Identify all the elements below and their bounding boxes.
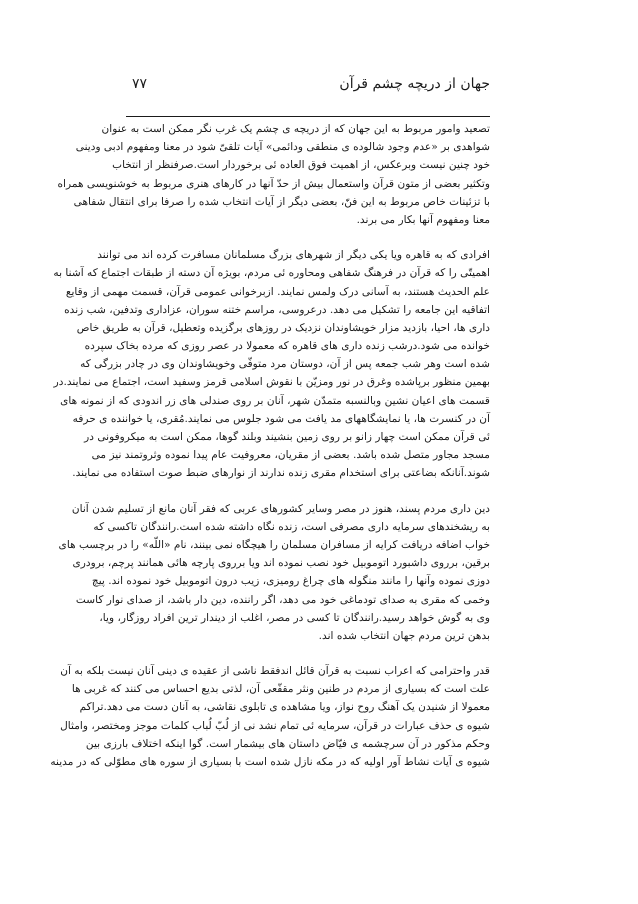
text-line: شوند.آنانکه بضاعتی برای استخدام مقری زنده ندارند از نوارهای ضبط صوت استفاده می نمایند. [72,467,490,480]
text-line: ئی قرآن ممکن است چهار زانو بر روی زمین بنشیند وبلند گوها، ممکن است به میکروفونی در [84,431,490,443]
text-line: دین داری مردم پسند، هنوز در مصر وسایر کشورهای عربی که فقر آنان مانع از تسلیم شدن آنان [71,502,490,515]
page-number: ۷۷ [132,76,148,92]
text-line: علم الحدیث هستند، به آسانی درک ولمس نمایند. ازبرخوانی عمومی قرآن، قسمت مهمی از وقایع [65,285,490,298]
text-line: معنا ومفهوم آنها بکار می برند. [356,213,490,226]
text-line: قدر واحترامی که اعراب نسبت به قرآن قائل اندفقط ناشی از عقیده ی دینی آنان نیست بلکه به آن [60,665,490,678]
text-line: اتفاقیه این جامعه را تشکیل می دهد. درعروسی، مراسم ختنه سوران، عزاداری وتدفین، شب زنده [64,303,490,316]
paragraph-2 [53,246,490,482]
text-line: بهمین منظور برپاشده وغرق در نور ومزیّن با نقوش اسلامی قرمز وسفید است، اجتماع می نمایند.در [53,376,490,389]
paragraph-gap [126,645,490,662]
text-line: معمولا از شنیدن یک آهنگ روح نواز، ویا مشاهده ی تابلوی نقاشی، به آنان دست می دهد.تراکم [79,701,490,714]
text-line: شواهدی بر «عدم وجود شالوده ی منطقی ودائمی» آیات تلقیّ شود در معنا ومفهوم ادبی ودینی [75,141,490,154]
text-line: وی به گوش خواهد رسید.رانندگان تا کسی در مصر، اغلب از دیندار ترین افراد روزگار، ویا، [99,611,490,624]
text-line: شیوه ی آیات نشاط آور اولیه که در مکه نازل شده است با بسیاری از سوره های مطوّلی که در مدینه [50,756,490,768]
text-line: دوزی نموده وآنها را مانند منگوله های چراغ رومیزی، زیب درون اتوموبیل خود نموده اند. پیچ [91,575,490,588]
running-title: جهان از دریچه چشم قرآن [339,76,490,92]
text-line: آن در کنسرت ها، یا نمایشگاههای مد یافت می شود جلوس می نمایند.مُقری، یا خواننده ی حرفه [72,412,490,425]
text-line: وحکم مذکور در آن سرچشمه ی فیّاض داستان های بیشمار است. گوا اینکه اختلاف بارزی بین [85,737,490,750]
text-line: برقین، برروی داشبورد اتوموبیل خود نصب نموده اند ویا برروی پارچه هائی همانند پرچم، برودری [72,557,490,570]
text-line: شده است وهر شب جمعه پس از آن، دوستان مرد متوفّی وخویشاوندان وی در چادر بزرگی که [80,358,490,371]
text-line: وخمی که مقری به صدای تودماغی خود می دهد، اگر راننده، دین دار باشد، از صدای نوار کاست [75,593,490,606]
paragraph-3 [58,500,490,646]
text-line: داری ها، احیا، بازدید مزار خویشاوندان نزدیک در روزهای برگزیده وتعطیل، قرآن به طریق خاص [76,321,490,334]
text-line: خواب اضافه دریافت کرایه از مسافران مسلمان را هیچگاه نمی بینند، نام «اللّه» را در برچسب های [58,538,490,551]
text-line: شیوه ی حذف عبارات در قرآن، سرمایه ئی تمام نشد نی از لُبّ لُباب کلمات موجز ومختصر، وامثال [60,719,490,732]
paragraph-1 [57,120,490,229]
text-line: وتکثیر بعضی از متون قرآن واستعمال بیش از حدّ آنها در کارهای هنری مربوط به خوشنویسی همراه [57,177,490,190]
paragraph-gap [126,483,490,500]
text-line: با تزئینات خاص مربوط به این فنّ، بعضی دیگر از آیات انتخاب شده را صرفا برای انتقال شفاهی [73,195,490,208]
paragraph-gap [126,229,490,246]
text-line: علت است که بسیاری از مردم در طنین ونثر مقفّعی آن، لذتی بدیع احساس می کنند که غربی ها [71,683,490,696]
text-line: خوانده می شود.درشب زنده داری های قاهره که معمولا در عصر روزی که مرده بخاک سپرده [84,340,490,353]
body-text [50,120,490,771]
text-line: مسجد مجاور متصل شده باشد. بعضی از مقریان، معروفیت عام پیدا نموده وثروتمند نیز می [91,449,490,462]
page-header [126,72,490,98]
text-line: اهمیتّی را که قرآن در فرهنگ شفاهی ومحاوره ئی مردم، بویژه آن دسته از طبقات اجتماع که آشنا به [53,267,490,280]
text-line: قسمت های اعیان نشین وبالنسبه متمدّن شهر، آنان بر روی صندلی های زر اندودی که از نمونه های [60,394,490,407]
text-line: به ریشخندهای سرمایه داری مصرفی است، زنده نگاه داشته شده است.رانندگان تاکسی که [93,520,490,533]
text-line: افرادی که به قاهره ویا یکی دیگر از شهرهای بزرگ مسلمانان مسافرت کرده اند می توانند [97,249,490,262]
paragraph-4 [50,662,490,771]
text-line: بدهن ترین مردم جهان انتخاب شده اند. [318,629,490,642]
text-line: خود چنین نیست وبرعکس، از اهمیت فوق العاده ئی برخوردار است.صرفنظر از انتخاب [112,159,490,172]
text-line: تصعید وامور مربوط به این جهان که از دریچه ی چشم یک غرب نگر ممکن است به عنوان [101,123,490,135]
header-rule [126,116,490,117]
